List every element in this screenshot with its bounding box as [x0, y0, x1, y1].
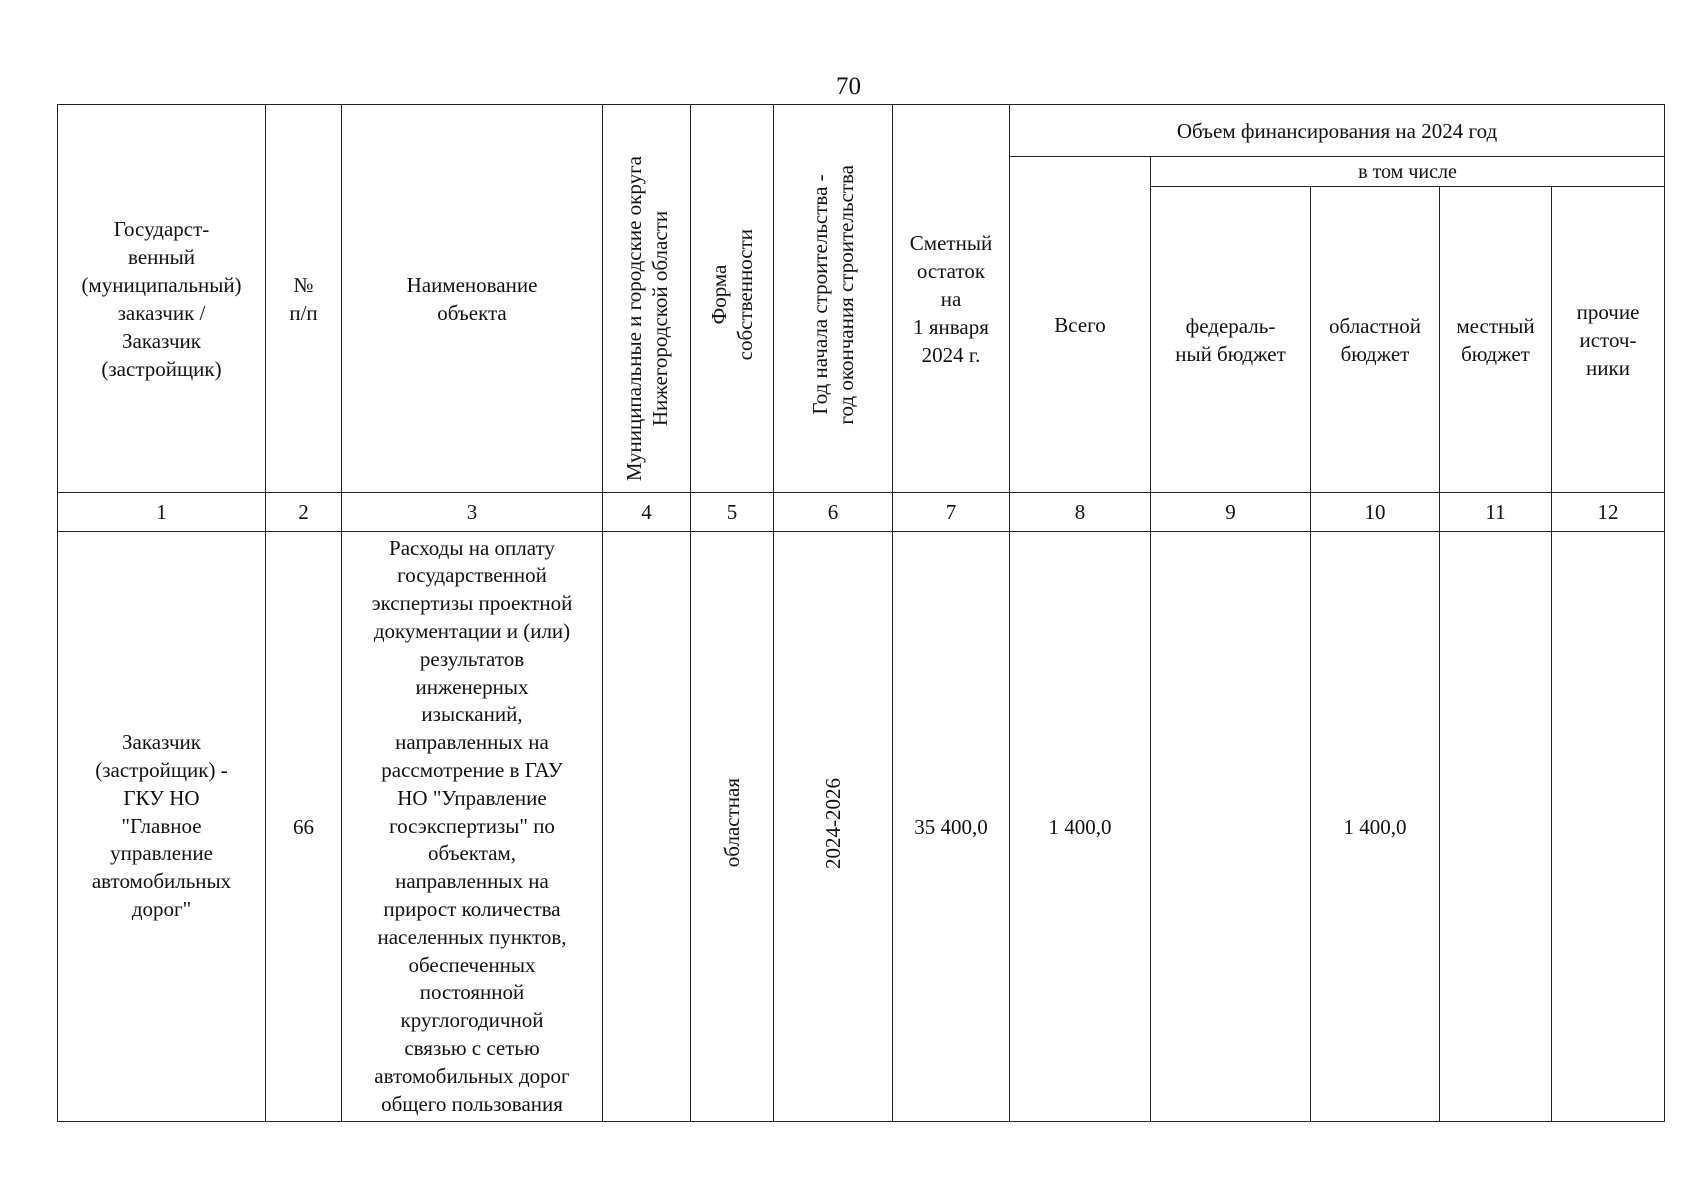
header-regional: областной бюджет	[1311, 187, 1440, 493]
cell-number: 66	[266, 532, 342, 1122]
header-financing-title: Объем финансирования на 2024 год	[1010, 105, 1665, 157]
header-districts-label: Муниципальные и городские округа Нижегородской области	[621, 155, 672, 481]
cell-estimate: 35 400,0	[893, 532, 1010, 1122]
header-row	[58, 105, 1665, 157]
header-estimate: Сметный остаток на 1 января 2024 г.	[893, 105, 1010, 493]
header-object-name: Наименование объекта	[342, 105, 603, 493]
cell-other	[1552, 532, 1665, 1122]
header-local: местный бюджет	[1440, 187, 1552, 493]
cell-federal	[1151, 532, 1311, 1122]
table-row	[58, 532, 1665, 1122]
cell-years-value: 2024-2026	[821, 777, 845, 869]
cell-total: 1 400,0	[1010, 532, 1151, 1122]
header-total: Всего	[1010, 157, 1151, 493]
column-number: 2	[266, 493, 342, 532]
header-years-label: Год начала строительства - год окончания строительства	[808, 165, 858, 425]
cell-ownership	[691, 532, 774, 1122]
financing-table	[57, 104, 1665, 1122]
cell-local	[1440, 532, 1552, 1122]
column-number: 1	[58, 493, 266, 532]
cell-years	[774, 532, 893, 1122]
column-number: 10	[1311, 493, 1440, 532]
page-number: 70	[836, 73, 861, 100]
cell-district	[603, 532, 691, 1122]
column-number: 9	[1151, 493, 1311, 532]
header-districts	[603, 105, 691, 493]
column-number-row	[58, 493, 1665, 532]
column-number: 6	[774, 493, 893, 532]
header-federal: федераль- ный бюджет	[1151, 187, 1311, 493]
cell-ownership-value: областная	[720, 778, 744, 868]
header-other: прочие источ- ники	[1552, 187, 1665, 493]
header-years	[774, 105, 893, 493]
header-ownership-label: Форма собственности	[707, 229, 757, 361]
column-number: 12	[1552, 493, 1665, 532]
column-number: 8	[1010, 493, 1151, 532]
header-customer-label: Государст- венный (муниципальный) заказчик / Заказчик (застройщик)	[81, 216, 242, 381]
cell-regional: 1 400,0	[1311, 532, 1440, 1122]
column-number: 7	[893, 493, 1010, 532]
header-number: № п/п	[266, 105, 342, 493]
header-ownership	[691, 105, 774, 493]
cell-object-name: Расходы на оплату государственной экспертизы проектной документации и (или) результатов инженерных изысканий, направленных на рассмотрение в ГАУ НО "Управление госэкспертизы" по объектам, направленных на прирост количества населенных пунктов, обеспеченных постоянной круглогодичной связью с сетью автомобильных дорог общего пользования	[342, 532, 603, 1122]
cell-customer: Заказчик (застройщик) - ГКУ НО "Главное управление автомобильных дорог"	[58, 532, 266, 1122]
header-customer	[58, 105, 266, 493]
column-number: 3	[342, 493, 603, 532]
column-number: 5	[691, 493, 774, 532]
column-number: 11	[1440, 493, 1552, 532]
header-including: в том числе	[1151, 157, 1665, 187]
column-number: 4	[603, 493, 691, 532]
